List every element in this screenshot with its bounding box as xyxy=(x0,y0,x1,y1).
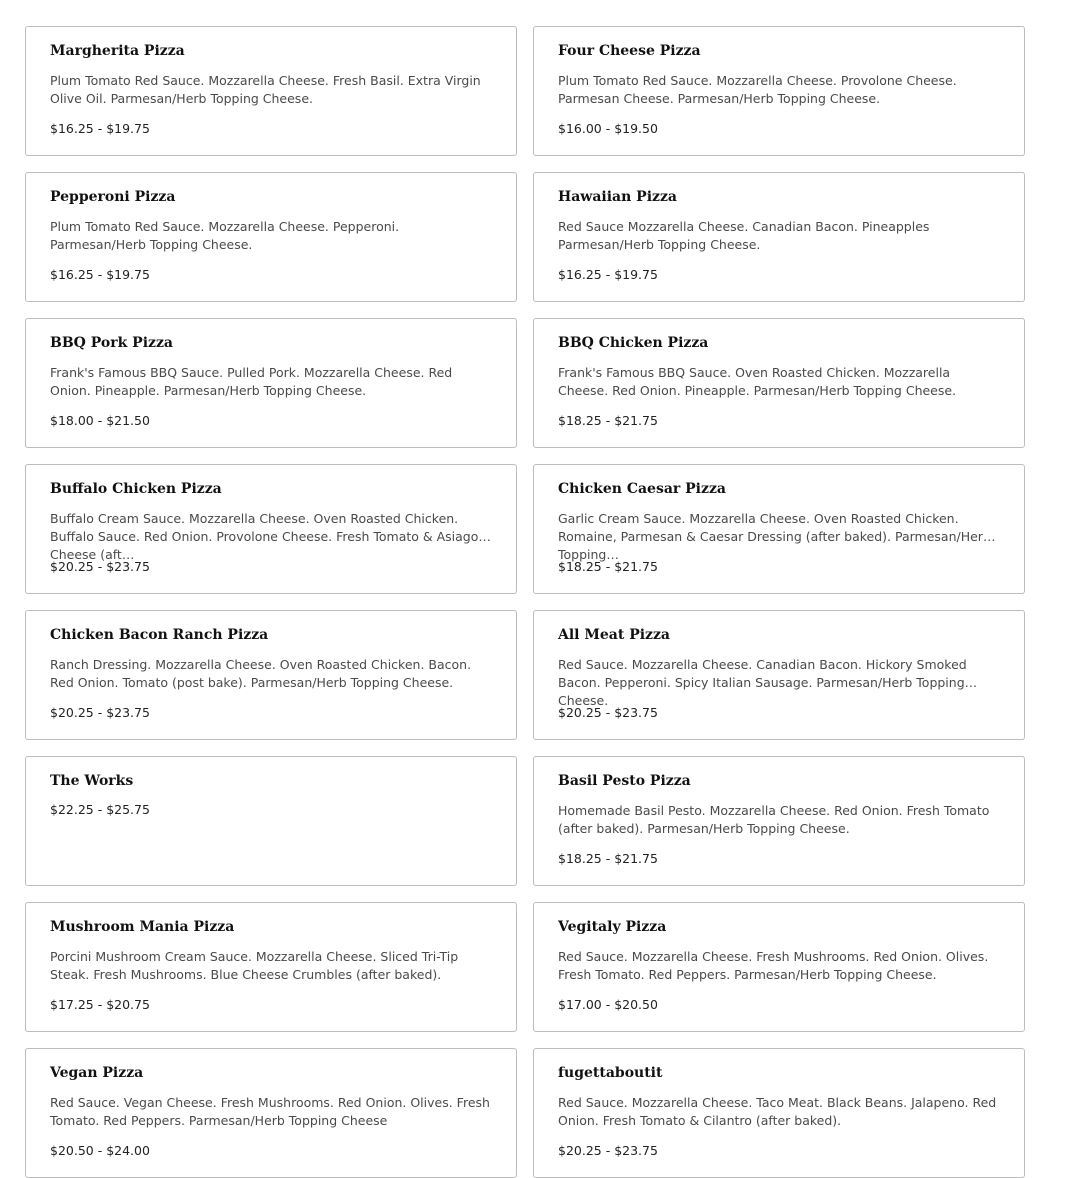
item-description: Plum Tomato Red Sauce. Mozzarella Cheese. Pepperoni. Parmesan/Herb Topping Cheese. xyxy=(50,219,400,252)
menu-item-card[interactable] xyxy=(533,902,1025,1032)
item-description: Red Sauce. Mozzarella Cheese. Fresh Mushrooms. Red Onion. Olives. Fresh Tomato. Red Peppers. Parmesan/Herb Topping Cheese. xyxy=(558,949,989,982)
menu-item-card[interactable] xyxy=(533,610,1025,740)
item-description: Plum Tomato Red Sauce. Mozzarella Cheese. Provolone Cheese. Parmesan Cheese. Parmesan/Herb Topping Cheese. xyxy=(558,73,957,106)
item-price: $20.25 - $23.75 xyxy=(558,1143,658,1158)
item-name: Four Cheese Pizza xyxy=(558,43,701,59)
item-description: Red Sauce Mozzarella Cheese. Canadian Bacon. Pineapples Parmesan/Herb Topping Cheese. xyxy=(558,219,930,252)
item-price: $20.25 - $23.75 xyxy=(50,559,150,574)
item-description: Red Sauce. Vegan Cheese. Fresh Mushrooms. Red Onion. Olives. Fresh Tomato. Red Peppers. Parmesan/Herb Topping Cheese xyxy=(50,1095,490,1128)
item-name: Mushroom Mania Pizza xyxy=(50,919,235,935)
item-name: Vegan Pizza xyxy=(50,1065,144,1081)
item-price: $20.50 - $24.00 xyxy=(50,1143,150,1158)
item-description: Red Sauce. Mozzarella Cheese. Canadian Bacon. Hickory Smoked Bacon. Pepperoni. Spicy Italian Sausage. Parmesan/Herb Topping Cheese. xyxy=(558,657,967,708)
menu-item-card[interactable] xyxy=(25,902,517,1032)
menu-item-card[interactable] xyxy=(533,26,1025,156)
item-description: Buffalo Cream Sauce. Mozzarella Cheese. Oven Roasted Chicken. Buffalo Sauce. Red Onion. Provolone Cheese. Fresh Tomato & Asiago Cheese (aft… xyxy=(50,511,479,562)
item-description: Garlic Cream Sauce. Mozzarella Cheese. Oven Roasted Chicken. Romaine, Parmesan & Caesar Dressing (after baked). Parmesan/Herb Topping… xyxy=(558,511,991,562)
item-name: Chicken Caesar Pizza xyxy=(558,481,726,497)
item-price: $18.25 - $21.75 xyxy=(558,413,658,428)
menu-item-card[interactable] xyxy=(25,756,517,886)
item-price: $16.00 - $19.50 xyxy=(558,121,658,136)
menu-item-card[interactable] xyxy=(533,318,1025,448)
item-name: Basil Pesto Pizza xyxy=(558,773,691,789)
item-price: $16.25 - $19.75 xyxy=(50,121,150,136)
menu-item-card[interactable] xyxy=(25,26,517,156)
item-name: BBQ Pork Pizza xyxy=(50,335,173,351)
menu-item-card[interactable] xyxy=(25,464,517,594)
item-description: Porcini Mushroom Cream Sauce. Mozzarella Cheese. Sliced Tri-Tip Steak. Fresh Mushrooms. Blue Cheese Crumbles (after baked). xyxy=(50,949,459,982)
item-name: Chicken Bacon Ranch Pizza xyxy=(50,627,269,643)
item-name: Margherita Pizza xyxy=(50,43,185,59)
item-description: Red Sauce. Mozzarella Cheese. Taco Meat. Black Beans. Jalapeno. Red Onion. Fresh Tomato & Cilantro (after baked). xyxy=(558,1095,997,1128)
item-name: Buffalo Chicken Pizza xyxy=(50,481,222,497)
item-description: Frank's Famous BBQ Sauce. Pulled Pork. Mozzarella Cheese. Red Onion. Pineapple. Parmesan/Herb Topping Cheese. xyxy=(50,365,453,398)
item-price: $16.25 - $19.75 xyxy=(558,267,658,282)
menu-item-card[interactable] xyxy=(25,172,517,302)
menu-grid xyxy=(25,26,1025,1178)
item-name: fugettaboutit xyxy=(558,1065,663,1081)
menu-item-card[interactable] xyxy=(25,318,517,448)
item-price: $17.00 - $20.50 xyxy=(558,997,658,1012)
item-price: $20.25 - $23.75 xyxy=(558,705,658,720)
menu-item-card[interactable] xyxy=(533,172,1025,302)
item-price: $18.25 - $21.75 xyxy=(558,559,658,574)
menu-item-card[interactable] xyxy=(25,610,517,740)
item-name: Hawaiian Pizza xyxy=(558,189,677,205)
menu-item-card[interactable] xyxy=(533,1048,1025,1178)
item-price: $17.25 - $20.75 xyxy=(50,997,150,1012)
item-name: All Meat Pizza xyxy=(558,627,671,643)
menu-item-card[interactable] xyxy=(25,1048,517,1178)
item-name: Pepperoni Pizza xyxy=(50,189,176,205)
item-price: $16.25 - $19.75 xyxy=(50,267,150,282)
item-price: $20.25 - $23.75 xyxy=(50,705,150,720)
menu-item-card[interactable] xyxy=(533,756,1025,886)
item-price: $18.00 - $21.50 xyxy=(50,413,150,428)
item-description: Frank's Famous BBQ Sauce. Oven Roasted Chicken. Mozzarella Cheese. Red Onion. Pineapple. Parmesan/Herb Topping Cheese. xyxy=(558,365,957,398)
item-name: The Works xyxy=(50,773,134,789)
item-price: $18.25 - $21.75 xyxy=(558,851,658,866)
item-name: BBQ Chicken Pizza xyxy=(558,335,709,351)
item-description: Homemade Basil Pesto. Mozzarella Cheese. Red Onion. Fresh Tomato (after baked). Parmesan/Herb Topping Cheese. xyxy=(558,803,990,836)
item-name: Vegitaly Pizza xyxy=(558,919,667,935)
item-description: Ranch Dressing. Mozzarella Cheese. Oven Roasted Chicken. Bacon. Red Onion. Tomato (post bake). Parmesan/Herb Topping Cheese. xyxy=(50,657,472,690)
item-price: $22.25 - $25.75 xyxy=(50,802,150,817)
item-description: Plum Tomato Red Sauce. Mozzarella Cheese. Fresh Basil. Extra Virgin Olive Oil. Parmesan/Herb Topping Cheese. xyxy=(50,73,481,106)
menu-item-card[interactable] xyxy=(533,464,1025,594)
